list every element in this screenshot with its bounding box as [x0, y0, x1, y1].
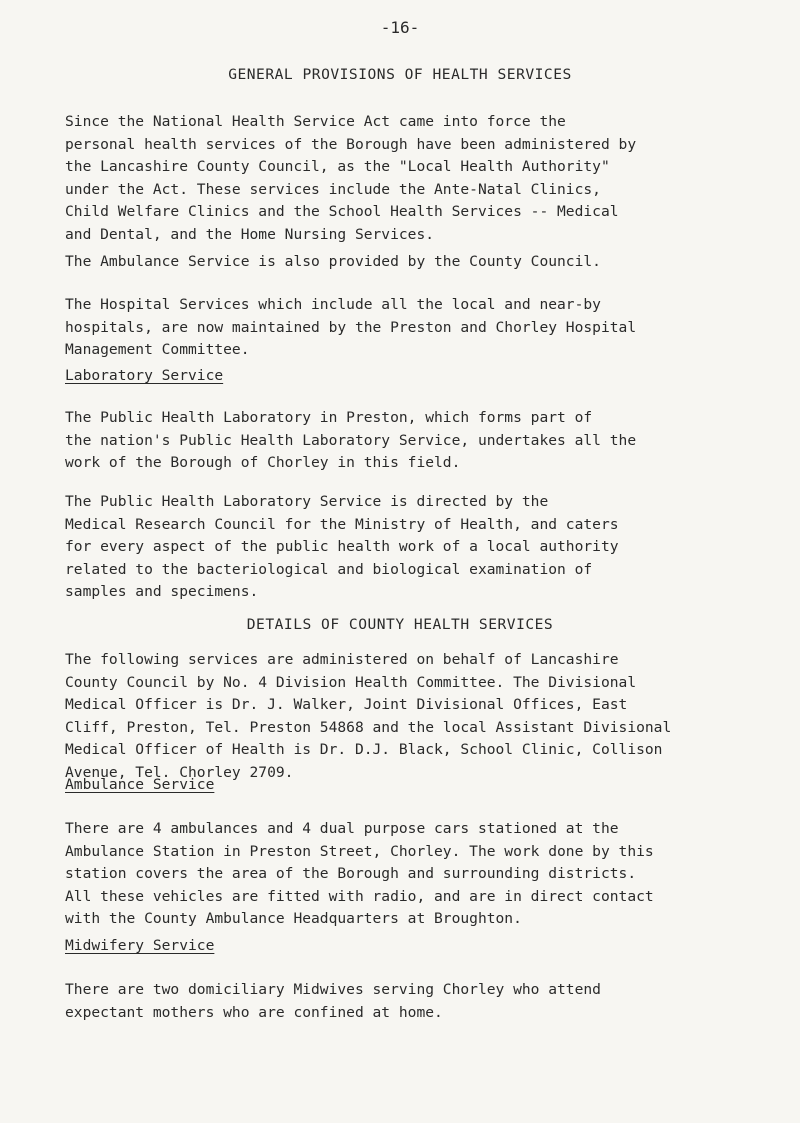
paragraph-ambulance-details: There are 4 ambulances and 4 dual purpose cars stationed at the Ambulance Station in Preston Street, Chorley. The work done by this station covers the area of the Borough and surrounding districts. All these vehicles are fitted with radio, and are in direct contact with the County Ambulance Headquarters at Broughton.: [65, 820, 654, 927]
paragraph-midwifery-details: There are two domiciliary Midwives serving Chorley who attend expectant mothers who are confined at home.: [65, 981, 601, 1021]
paragraph-hospital-services: The Hospital Services which include all the local and near-by hospitals, are now maintained by the Preston and Chorley Hospital Management Committee.: [65, 296, 637, 358]
paragraph-national-health-act: Since the National Health Service Act came into force the personal health services of the Borough have been administered by the Lancashire County Council, as the "Local Health Authority" under the Act. These services include the Ante-Natal Clinics, Child Welfare Clinics and the School Health Services -- Medical and Dental, and the Home Nursing Services.: [65, 113, 637, 243]
paragraph-county-services: The following services are administered on behalf of Lancashire County Council by No. 4 Division Health Committee. The Divisional Medical Officer is Dr. J. Walker, Joint Divisional Offices, East Cliff, Preston, Tel. Preston 54868 and the local Assistant Divisional Medical Officer of Health is Dr. D.J. Black, School Clinic, Collison Avenue, Tel. Chorley 2709.: [65, 651, 672, 781]
paragraph-public-health-laboratory: The Public Health Laboratory in Preston, which forms part of the nation's Public Health Laboratory Service, undertakes all the work of the Borough of Chorley in this field.: [65, 409, 637, 471]
section-title-general: GENERAL PROVISIONS OF HEALTH SERVICES: [228, 66, 572, 83]
paragraph-laboratory-direction: The Public Health Laboratory Service is directed by the Medical Research Council for the Ministry of Health, and caters for every aspect of the public health work of a local authority related to the bacteriological and biological examination of samples and specimens.: [65, 493, 619, 600]
section-title-county: DETAILS OF COUNTY HEALTH SERVICES: [246, 616, 554, 633]
page-number: -16-: [380, 18, 420, 37]
heading-midwifery-service: Midwifery Service: [65, 937, 215, 954]
heading-ambulance-service: Ambulance Service: [65, 776, 215, 793]
paragraph-ambulance-provision: The Ambulance Service is also provided by the County Council.: [65, 253, 601, 270]
heading-laboratory-service: Laboratory Service: [65, 367, 224, 384]
